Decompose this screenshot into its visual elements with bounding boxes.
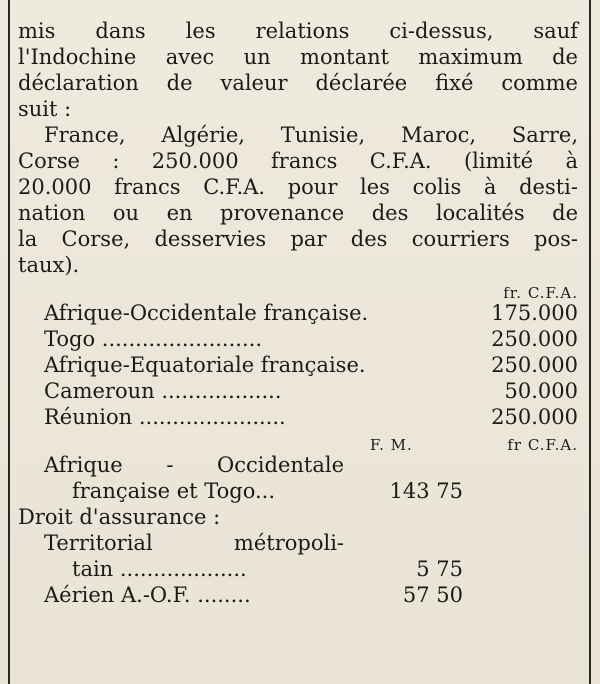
row-label: Afrique-Occidentale française. — [44, 301, 369, 325]
table-row — [18, 478, 578, 504]
table-row — [18, 452, 578, 478]
table-row — [18, 326, 578, 352]
row-label: française et Togo... — [72, 479, 276, 503]
paragraph-line: déclaration de valeur déclarée fixé comme — [18, 71, 578, 95]
table-row — [18, 300, 578, 326]
left-column-rule — [8, 0, 10, 684]
table-row — [18, 556, 578, 582]
row-amount: 5 75 — [416, 557, 463, 581]
paragraph-line: mis dans les relations ci-dessus, sauf — [18, 19, 578, 43]
row-label: Droit d'assurance : — [18, 505, 221, 529]
row-label: tain ................... — [72, 557, 247, 581]
row-label: Cameroun .................. — [44, 379, 282, 403]
row-label: Togo ........................ — [44, 327, 262, 351]
row-label: Aérien A.-O.F. ........ — [44, 583, 251, 607]
table-row — [18, 404, 578, 430]
row-amount: 250.000 — [491, 353, 578, 377]
row-amount: 250.000 — [491, 405, 578, 429]
text-column — [18, 18, 578, 608]
table-row — [18, 378, 578, 404]
detail-line: taux). — [18, 253, 80, 277]
table1-header — [18, 278, 578, 300]
row-amount: 175.000 — [491, 301, 578, 325]
fm-header: F. M. — [370, 436, 413, 454]
paragraph-line: suit : — [18, 97, 72, 121]
paragraph-line: l'Indochine avec un montant maximum de — [18, 45, 578, 69]
detail-line: nation ou en provenance des localités de — [18, 201, 578, 225]
row-amount: 250.000 — [491, 327, 578, 351]
cfa-header: fr C.F.A. — [507, 436, 578, 454]
table-row — [18, 352, 578, 378]
detail-line: la Corse, desservies par des courriers pos- — [18, 227, 578, 251]
table2-header — [18, 430, 578, 452]
row-label: Territorial métropoli- — [44, 531, 344, 555]
table-row — [18, 530, 578, 556]
detail-line: France, Algérie, Tunisie, Maroc, Sarre, — [44, 123, 578, 147]
row-amount: 143 75 — [389, 479, 463, 503]
detail-line: 20.000 francs C.F.A. pour les colis à desti- — [18, 175, 578, 199]
currency-header: fr. C.F.A. — [503, 284, 578, 302]
detail-line: Corse : 250.000 francs C.F.A. (limité à — [18, 149, 578, 173]
right-column-rule — [589, 0, 591, 684]
row-label: Réunion ...................... — [44, 405, 286, 429]
row-label: Afrique - Occidentale — [44, 453, 344, 477]
table-row — [18, 504, 578, 530]
row-label: Afrique-Equatoriale française. — [44, 353, 366, 377]
row-amount: 50.000 — [504, 379, 578, 403]
row-amount: 57 50 — [402, 583, 463, 607]
table-row — [18, 582, 578, 608]
